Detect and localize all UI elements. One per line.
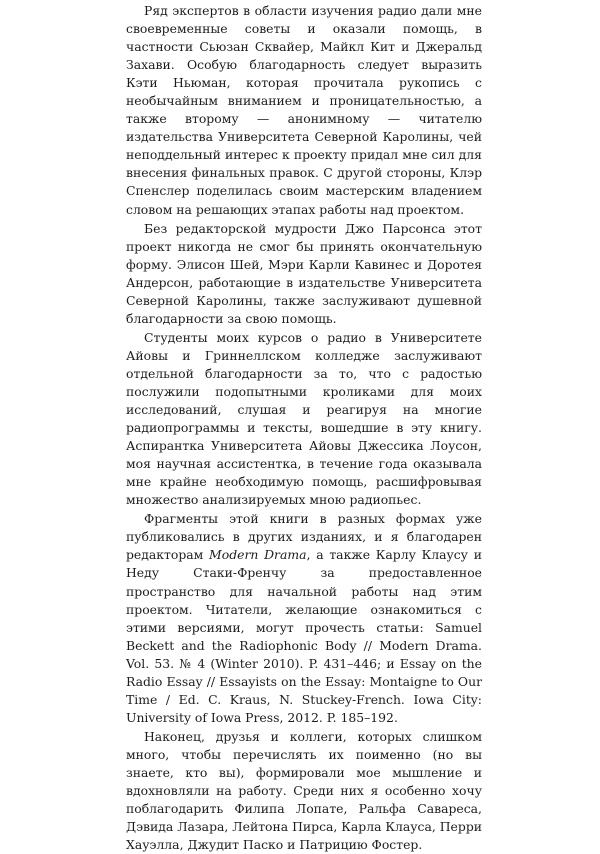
- page-body: [126, 2, 482, 854]
- fragments-text-end: , а также Карлу Клаусу и Неду Стаки-Френчу за предоставленное пространство для начальной работы над этим проектом. Читатели, желающие ознакомиться с этими версиями, могут прочесть статьи: Samuel Beckett and the Radiophonic Body // Modern Drama. Vol. 53. № 4 (Winter 2010). P. 431–446; и Essay on the Radio Essay // Essayists on the Essay: Montaigne to Our Time / Ed. C. Kraus, N. Stuckey-French. Iowa City: University of Iowa Press, 2012. P. 185–192.: [126, 547, 482, 725]
- journal-title-italic: Modern Drama: [209, 547, 307, 563]
- paragraph-editors: Без редакторской мудрости Джо Парсонса этот проект никогда не смог бы принять окончательную форму. Элисон Шей, Мэри Карли Кавинес и Доротея Андерсон, работающие в издательстве Университета Северной Каролины, также заслуживают душевной благодарности за свою помощь.: [126, 220, 482, 326]
- paragraph-fragments: [126, 510, 482, 727]
- paragraph-friends: Наконец, друзья и коллеги, которых слишком много, чтобы перечислять их поименно (но вы знаете, кто вы), формировали мое мышление и вдохновляли на работу. Среди них я особенно хочу поблагодарить Филипа Лопате, Ральфа Савареса, Дэвида Лазара, Лейтона Пирса, Карла Клауса, Перри Хауэлла, Джудит Паско и Патрицию Фостер.: [126, 728, 483, 853]
- paragraph-students: Студенты моих курсов о радио в Университете Айовы и Гриннеллском колледже заслуживают отдельной благодарности за то, что с радостью послужили подопытными кроликами для моих исследований, слушая и реагируя на многие радиопрограммы и тексты, вошедшие в эту книгу. Аспирантка Университета Айовы Джессика Лоусон, моя научная ассистентка, в течение года оказывала мне крайне необходимую помощь, расшифровывая множество анализируемых мною радиопьес.: [126, 329, 482, 508]
- paragraph-experts: Ряд экспертов в области изучения радио дали мне своевременные советы и оказали помощь, в частности Сьюзан Сквайер, Майкл Кит и Джеральд Захави. Особую благодарность следует выразить Кэти Ньюман, которая прочитала рукопись с необычайным вниманием и проницательностью, а также второму — анонимному — читателю издательства Университета Северной Каролины, чей неподдельный интерес к проекту придал мне сил для внесения финальных правок. С другой стороны, Клэр Спенслер поделилась своим мастерским владением словом на решающих этапах работы над проектом.: [126, 3, 482, 217]
- fragments-text-start: Фрагменты этой книги в разных формах уже публиковались в других изданиях, и я благодарен редакторам: [126, 511, 482, 563]
